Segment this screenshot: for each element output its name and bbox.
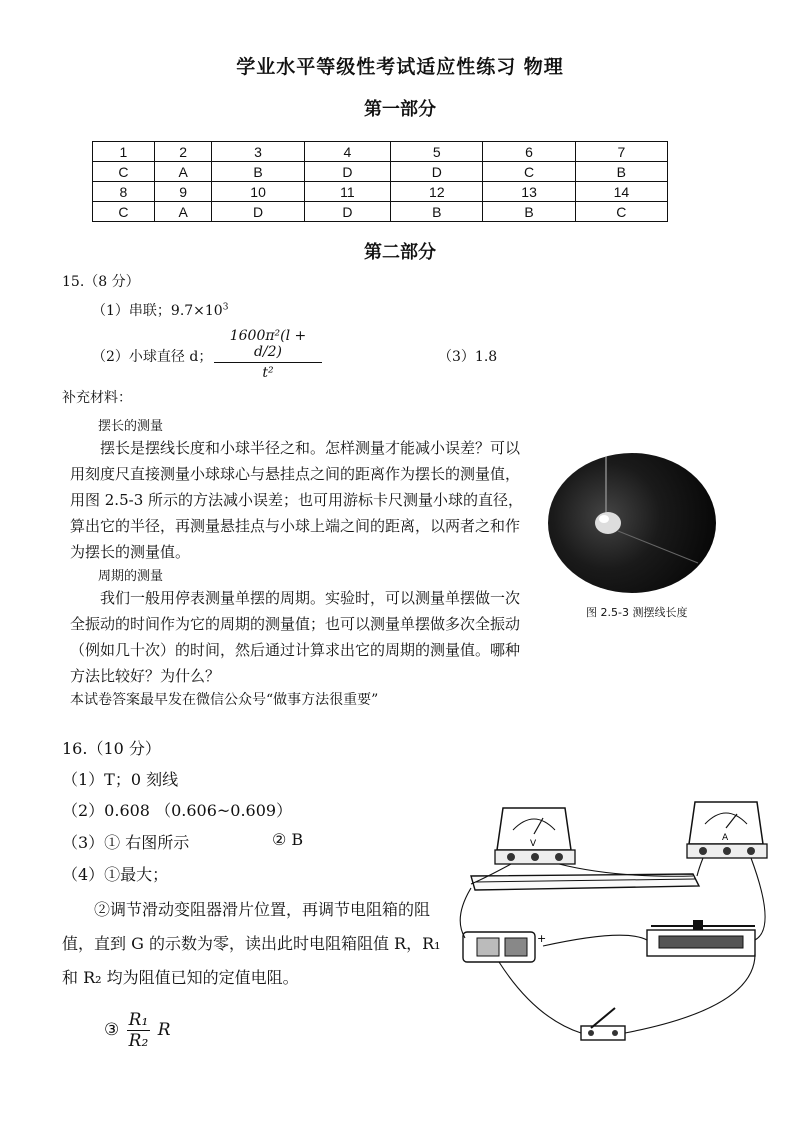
switch-icon [581, 1008, 625, 1040]
answer-table [92, 141, 668, 222]
pendulum-photo [548, 453, 716, 593]
ammeter-icon [687, 802, 767, 858]
figure-caption: 图 2.5-3 测摆线长度 [586, 606, 688, 619]
q16-answer-4-2: ②调节滑动变阻器滑片位置，再调节电阻箱的阻值，直到 G 的示数为零，读出此时电阻箱阻值 R，R₁ 和 R₂ 均为阻值已知的定值电阻。 [62, 900, 441, 987]
supplement-para2: 我们一般用停表测量单摆的周期。实验时，可以测量单摆做一次全振动的时间作为它的周期的测量值；也可以测量单摆做多次全振动（例如几十次）的时间，然后通过计算求出它的周期的测量值。哪种方法比较好？为什么？ [70, 589, 521, 685]
supplement-sub2: 周期的测量 [98, 569, 164, 584]
supplement-para1: 摆长是摆线长度和小球半径之和。怎样测量才能减小误差？可以用刻度尺直接测量小球球心与悬挂点之间的距离作为摆长的测量值，用图 2.5-3 所示的方法减小误差；也可用游标卡尺测量小球的直径，算出它的半径，再测量悬挂点与小球上端之间的距离，以两者之和作为摆长的测量值。 [70, 439, 524, 561]
svg-text:V: V [530, 839, 537, 849]
q15-answer-3: （3）1.8 [438, 349, 498, 365]
q16-answer-3a: （3）① 右图所示 [62, 833, 190, 852]
q16-answer-2: （2）0.608 （0.606~0.609） [62, 801, 293, 820]
q15-answer-1: （1）串联；$9.7\times 10^3$ [92, 302, 229, 319]
exam-title: 学业水平等级性考试适应性练习 物理 [236, 56, 564, 78]
part2-heading: 第二部分 [364, 242, 436, 263]
q15-fraction: $\frac{\text{1600π²(l + d/2)}}{\text{t²}}$ [214, 328, 322, 381]
battery-icon [463, 932, 546, 962]
voltmeter-icon [495, 808, 575, 864]
table-row: C A B D D C B [93, 162, 668, 182]
q16-answer-4-3: ③ $\frac{\text{R₁}}{\text{R₂}}$ R [104, 1010, 171, 1051]
q15-answer-2-prefix: （2）小球直径 d； [92, 349, 213, 365]
q16-answer-4: （4）①最大； [62, 865, 169, 884]
table-row: C A D D B B C [93, 202, 668, 222]
q15-label: 15.（8 分） [62, 274, 140, 290]
supplement-label: 补充材料： [62, 390, 132, 406]
q16-label: 16.（10 分） [62, 739, 161, 758]
table-row: 8 9 10 11 12 13 14 [93, 182, 668, 202]
wechat-note: 本试卷答案最早发在微信公众号“做事方法很重要” [70, 692, 379, 708]
q16-answer-1: （1）T；0 刻线 [62, 770, 179, 789]
part1-heading: 第一部分 [364, 99, 436, 120]
table-row: 1 2 3 4 5 6 7 [93, 142, 668, 162]
supplement-sub1: 摆长的测量 [98, 419, 164, 434]
svg-text:+: + [537, 932, 547, 945]
q16-answer-3b: ② B [272, 830, 304, 849]
circuit-diagram [455, 778, 790, 1050]
rheostat-icon [647, 920, 755, 956]
svg-text:A: A [722, 833, 729, 843]
